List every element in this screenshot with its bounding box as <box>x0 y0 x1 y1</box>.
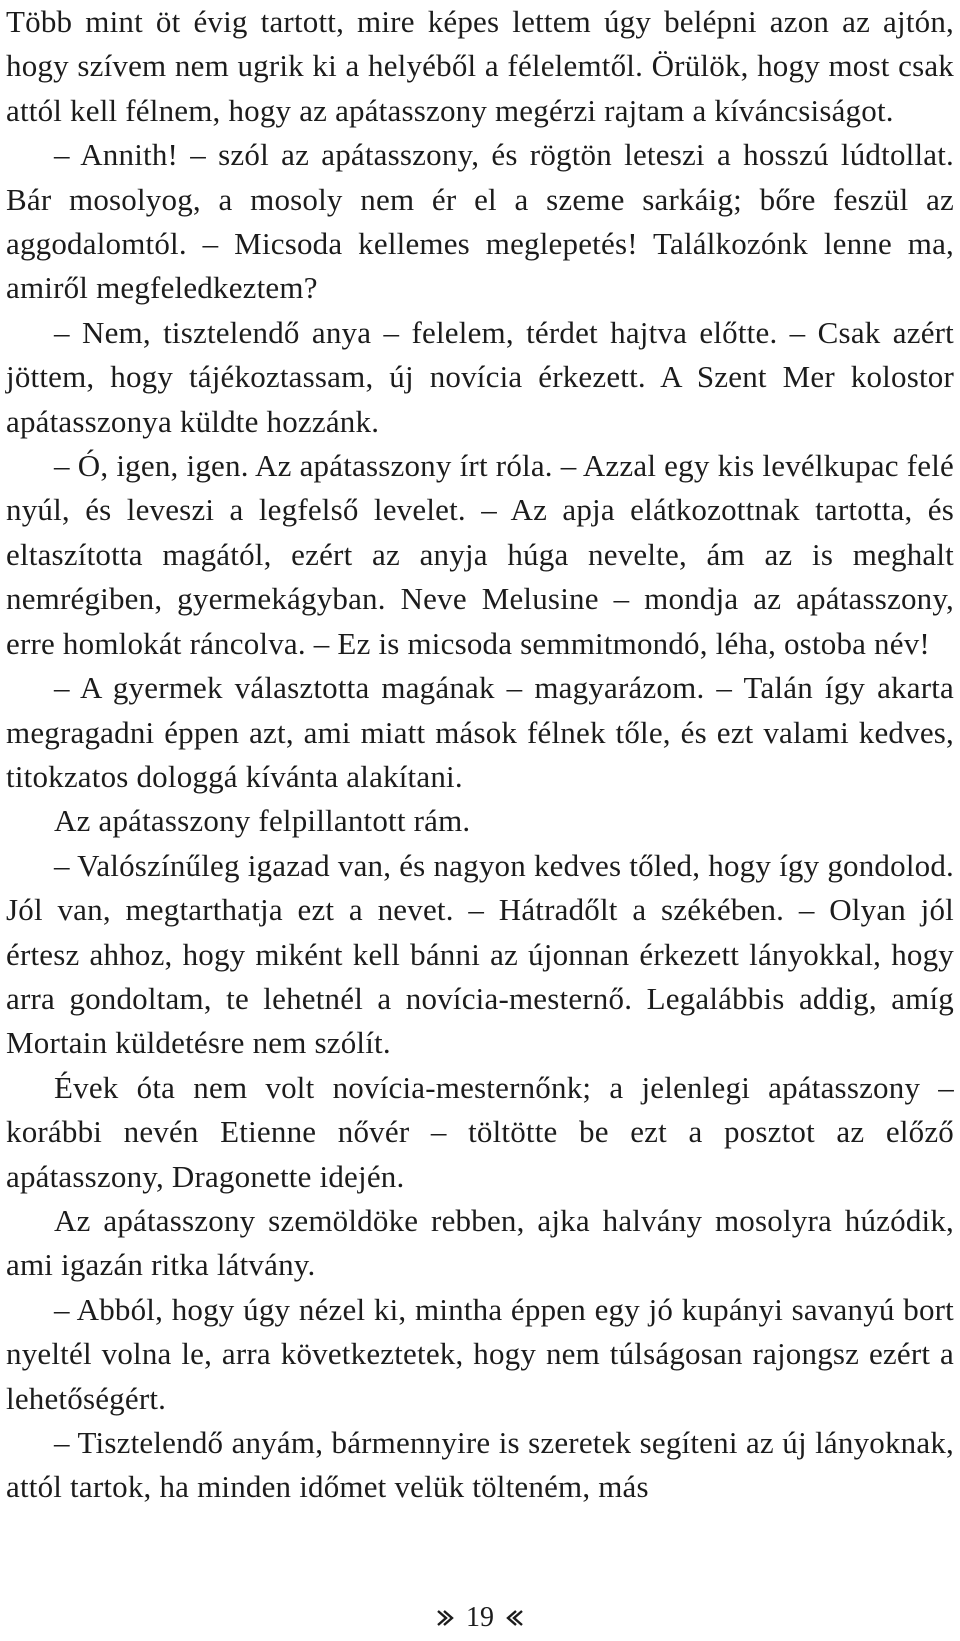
left-arrow-ornament-icon <box>504 1607 526 1629</box>
book-page <box>6 0 954 1641</box>
paragraph-7: – Valószínűleg igazad van, és nagyon kedves tőled, hogy így gondolod. Jól van, megtarthatja ezt a nevet. – Hátradőlt a székében. – Olyan jól értesz ahhoz, hogy miként kell bánni az újonnan érkezett lányokkal, hogy arra gondoltam, te lehetnél a novícia-mesternő. Legalábbis addig, amíg Mortain küldetésre nem szólít. <box>6 847 954 1061</box>
paragraph-3: – Nem, tisztelendő anya – felelem, térdet hajtva előtte. – Csak azért jöttem, hogy tájékoztassam, új novícia érkezett. A Szent Mer kolostor apátasszonya küldte hozzánk. <box>6 314 954 439</box>
page-footer <box>6 1598 954 1636</box>
paragraph-5: – A gyermek választotta magának – magyarázom. – Talán így akarta megragadni éppen azt, ami miatt mások félnek tőle, és ezt valami kedves, titokzatos dologgá kívánta alakítani. <box>6 670 954 794</box>
paragraph-2: – Annith! – szól az apátasszony, és rögtön leteszi a hosszú lúdtollat. Bár mosolyog, a mosoly nem ér el a szeme sarkáig; bőre feszül az aggodalomtól. – Micsoda kellemes meglepetés! Találkozónk lenne ma, amiről megfeledkeztem? <box>6 137 954 306</box>
paragraph-1: Több mint öt évig tartott, mire képes lettem úgy belépni azon az ajtón, hogy szívem nem ugrik ki a helyéből a félelemtől. Örülök, hogy most csak attól kell félnem, hogy az apátasszony megérzi rajtam a kíváncsiságot. <box>6 4 954 128</box>
paragraph-9: Az apátasszony szemöldöke rebben, ajka halvány mosolyra húzódik, ami igazán ritka látvány. <box>6 1202 954 1283</box>
right-arrow-ornament-icon <box>434 1607 456 1629</box>
paragraph-8: Évek óta nem volt novícia-mesternőnk; a jelenlegi apátasszony – korábbi nevén Etienne nővér – töltötte be ezt a posztot az előző apátasszony, Dragonette idején. <box>6 1069 954 1194</box>
page-number: 19 <box>466 1601 494 1633</box>
paragraph-11: – Tisztelendő anyám, bármennyire is szeretek segíteni az új lányoknak, attól tartok, ha minden időmet velük tölteném, más <box>6 1425 954 1505</box>
paragraph-4: – Ó, igen, igen. Az apátasszony írt róla. – Azzal egy kis levélkupac felé nyúl, és leveszi a legfelső levelet. – Az apja elátkozottnak tartotta, és eltaszította magától, ezért az anyja húga nevelte, ám az is meghalt nemrégiben, gyermekágyban. Neve Melusine – mondja az apátasszony, erre homlokát ráncolva. – Ez is micsoda semmitmondó, léha, ostoba név! <box>6 448 954 661</box>
paragraph-10: – Abból, hogy úgy nézel ki, mintha éppen egy jó kupányi savanyú bort nyeltél volna le, arra következtetek, hogy nem túlságosan rajongsz ezért a lehetőségért. <box>6 1291 954 1416</box>
body-text <box>6 0 954 1510</box>
paragraph-6: Az apátasszony felpillantott rám. <box>54 803 471 839</box>
